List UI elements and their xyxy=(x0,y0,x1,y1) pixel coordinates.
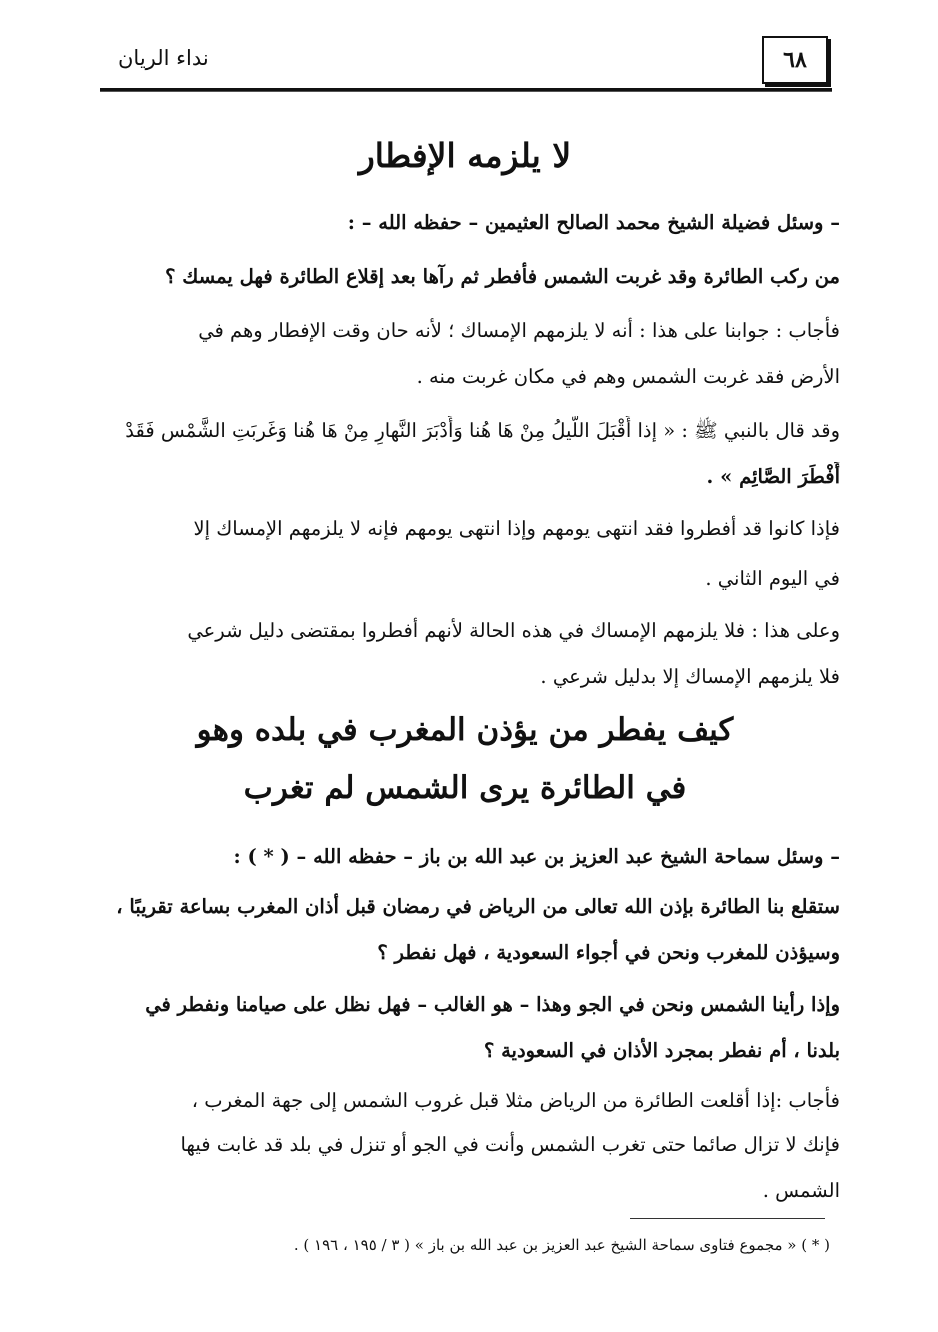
question-text: من ركب الطائرة وقد غربت الشمس فأفطر ثم رآها بعد إقلاع الطائرة فهل يمسك ؟ xyxy=(165,265,840,288)
question-text: بلدنا ، أم نفطر بمجرد الأذان في السعودية ؟ xyxy=(483,1039,840,1062)
answer-line: وعلى هذا : فلا يلزمهم الإمساك في هذه الحالة لأنهم أفطروا بمقتضى دليل شرعي xyxy=(187,619,840,642)
section-title: في الطائرة يرى الشمس لم تغرب xyxy=(243,770,687,806)
book-title: نداء الريان xyxy=(118,46,209,70)
section-title: لا يلزمه الإفطار xyxy=(358,136,572,175)
header-rule xyxy=(100,91,832,92)
footnote: ( * ) « مجموع فتاوى سماحة الشيخ عبد العزيز بن عبد الله بن باز » ( ٣ / ١٩٥ ، ١٩٦ ) . xyxy=(293,1236,830,1254)
page-header xyxy=(100,36,832,91)
answer-line: الأرض فقد غربت الشمس وهم في مكان غربت منه . xyxy=(416,365,840,388)
answer-line: فإذا كانوا قد أفطروا فقد انتهى يومهم وإذا انتهى يومهم فإنه لا يلزمهم الإمساك إلا xyxy=(193,517,840,540)
section-title: كيف يفطر من يؤذن المغرب في بلده وهو xyxy=(196,712,734,748)
hadith-line: وقد قال بالنبي ﷺ : « إذا أَقْبَلَ اللَّيلُ مِنْ هَا هُنا وَأَدْبَرَ النَّهارِ مِنْ هَا هُنا وَغَربَتِ الشَّمْس فَقَدْ xyxy=(125,419,840,442)
answer-line: في اليوم الثاني . xyxy=(705,567,840,590)
question-text: وإذا رأينا الشمس ونحن في الجو وهذا – هو الغالب – فهل نظل على صيامنا ونفطر في xyxy=(145,993,840,1016)
question-text: ستقلع بنا الطائرة بإذن الله تعالى من الرياض في رمضان قبل أذان المغرب بساعة تقريبًا ، xyxy=(116,895,840,918)
page-number: ٦٨ xyxy=(762,36,828,84)
answer-line: فأجاب : جوابنا على هذا : أنه لا يلزمهم الإمساك ؛ لأنه حان وقت الإفطار وهم في xyxy=(198,319,840,342)
answer-line: فإنك لا تزال صائما حتى تغرب الشمس وأنت في الجو أو تنزل في بلد قد غابت فيها xyxy=(180,1133,840,1156)
answer-line: الشمس . xyxy=(762,1179,840,1202)
hadith-line: أَفْطَرَ الصَّائِم » . xyxy=(706,465,840,488)
question-text: وسيؤذن للمغرب ونحن في أجواء السعودية ، فهل نفطر ؟ xyxy=(377,941,840,964)
question-intro: – وسئل سماحة الشيخ عبد العزيز بن عبد الله بن باز – حفظه الله – ( * ) : xyxy=(233,845,840,868)
answer-line: فلا يلزمهم الإمساك إلا بدليل شرعي . xyxy=(540,665,840,688)
footnote-rule xyxy=(630,1218,825,1219)
question-intro: – وسئل فضيلة الشيخ محمد الصالح العثيمين – حفظه الله – : xyxy=(347,211,840,234)
answer-line: فأجاب :إذا أقلعت الطائرة من الرياض مثلا قبل غروب الشمس إلى جهة المغرب ، xyxy=(191,1089,840,1112)
